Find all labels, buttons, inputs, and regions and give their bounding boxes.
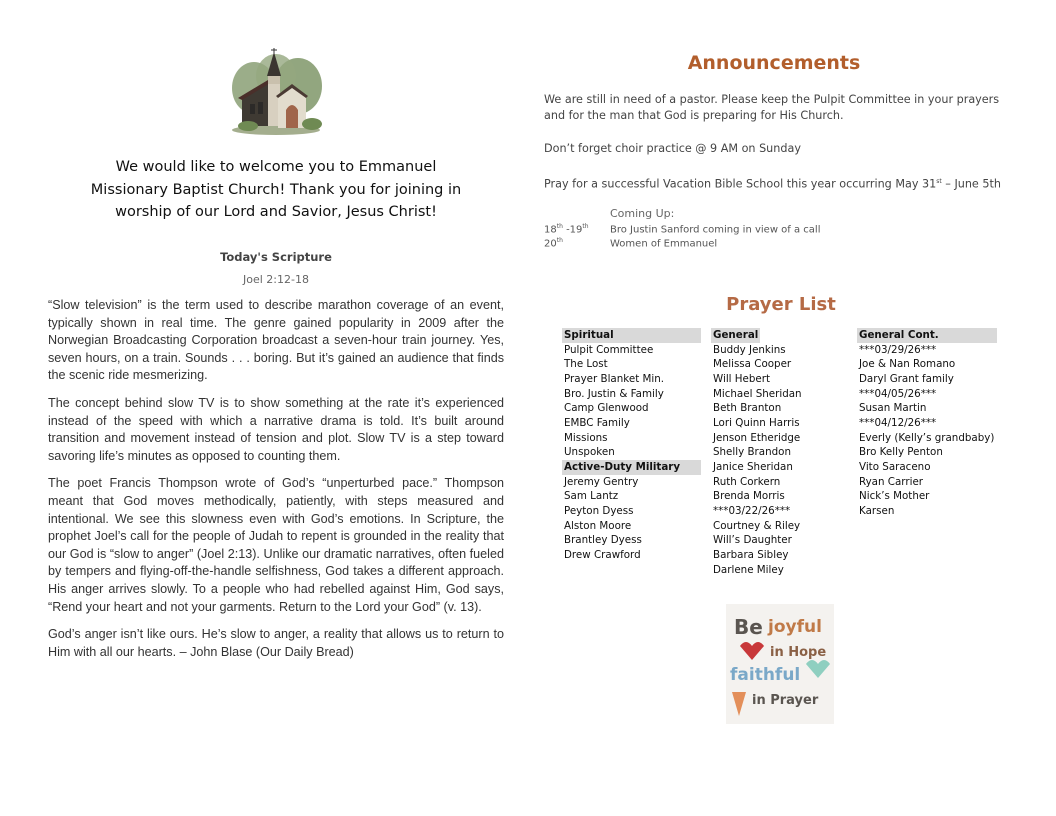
section-header-military: Active-Duty Military bbox=[562, 460, 701, 475]
image-word: faithful bbox=[730, 665, 801, 685]
welcome-line: We would like to welcome you to Emmanuel bbox=[115, 159, 437, 175]
list-item: Drew Crawford bbox=[564, 548, 641, 561]
list-item: Barbara Sibley bbox=[713, 549, 789, 562]
image-word: in Prayer bbox=[752, 693, 819, 708]
list-item: Brantley Dyess bbox=[564, 534, 642, 547]
coming-up-heading: Coming Up: bbox=[610, 207, 675, 220]
announcement-item bbox=[544, 92, 1014, 124]
list-item: Brenda Morris bbox=[713, 490, 785, 503]
coming-up-event bbox=[544, 223, 820, 235]
section-header-general-cont: General Cont. bbox=[857, 328, 997, 343]
section-header-spiritual: Spiritual bbox=[562, 328, 701, 343]
list-item: The Lost bbox=[564, 358, 608, 371]
list-item: Nick’s Mother bbox=[859, 490, 930, 503]
devotional-paragraph: The poet Francis Thompson wrote of God’s “unperturbed pace.” Thompson meant that God moves methodically, patiently, with steps measured and intentional. We see this slowness even with God’s emotions. In Scripture, the prophet Joel’s call for the people of Judah to repent is grounded in the reality that our God is “slow to anger” (Joel 2:13). Unlike our dramatic narratives, often fueled by tempers and flying-off-the-handle selfishness, God takes a different approach. His anger arrives slowly. To a people who had rebelled against Him, God says, “Rend your heart and not your garments. Return to the Lord your God” (v. 13). bbox=[48, 476, 504, 614]
devotional-paragraph: “Slow television” is the term used to describe marathon coverage of an event, typically shown in real time. The genre gained popularity in 2009 after the Norwegian Broadcasting Corporation broadcast a seven-hour train journey. Yes, seven hours, on a train. Sounds . . . boring. But it’s gained an audience that finds the scenic ride mesmerizing. bbox=[48, 298, 504, 383]
list-item: Everly (Kelly’s grandbaby) bbox=[859, 431, 995, 444]
list-item: Lori Quinn Harris bbox=[713, 416, 800, 429]
devotional-paragraph: The concept behind slow TV is to show something at the rate it’s experienced instead of the speed with which a narrative drama is told. It’s built around transition and movement instead of tension and plot. Slow TV is a step toward savoring life’s minutes as opposed to counting them. bbox=[48, 395, 504, 463]
devotional-text bbox=[48, 297, 504, 671]
list-item: Bro. Justin & Family bbox=[564, 387, 664, 400]
list-item: ***04/05/26*** bbox=[859, 387, 937, 400]
church-illustration bbox=[228, 46, 324, 138]
list-item: ***04/12/26*** bbox=[859, 416, 937, 429]
announcement-line-end: – June 5th bbox=[941, 177, 1001, 191]
scripture-reference: Joel 2:12-18 bbox=[243, 273, 309, 286]
list-item: Sam Lantz bbox=[564, 490, 619, 503]
list-item: Will Hebert bbox=[713, 372, 771, 385]
list-item: Buddy Jenkins bbox=[713, 343, 786, 356]
scripture-title: Today's Scripture bbox=[220, 250, 332, 264]
list-item: ***03/29/26*** bbox=[859, 343, 937, 356]
ordinal-suffix: st bbox=[936, 178, 942, 185]
prayer-column-1 bbox=[562, 328, 701, 563]
welcome-message bbox=[48, 156, 504, 224]
list-item: Beth Branton bbox=[713, 402, 782, 415]
list-item: Melissa Cooper bbox=[713, 358, 792, 371]
list-item: Courtney & Riley bbox=[713, 519, 801, 532]
list-item: Camp Glenwood bbox=[564, 402, 649, 415]
list-item: Shelly Brandon bbox=[713, 446, 791, 459]
list-item: Alston Moore bbox=[564, 519, 632, 532]
be-joyful-image bbox=[726, 604, 834, 724]
list-item: Missions bbox=[564, 431, 608, 444]
list-item: Ryan Carrier bbox=[859, 475, 924, 488]
list-item: Janice Sheridan bbox=[713, 461, 793, 473]
event-date: 18th -19th bbox=[544, 223, 589, 236]
list-item: Joe & Nan Romano bbox=[859, 358, 956, 371]
list-item: Peyton Dyess bbox=[564, 504, 634, 517]
list-item: Pulpit Committee bbox=[564, 343, 654, 356]
list-item: Prayer Blanket Min. bbox=[564, 372, 665, 385]
event-date: 20th bbox=[544, 237, 563, 250]
list-item: Michael Sheridan bbox=[713, 387, 802, 400]
list-item: Daryl Grant family bbox=[859, 372, 954, 385]
announcement-line: and for the man that God is preparing for His Church. bbox=[544, 109, 844, 122]
list-item: Will’s Daughter bbox=[713, 534, 792, 547]
welcome-line: Missionary Baptist Church! Thank you for joining in bbox=[90, 181, 462, 198]
list-item: Ruth Corkern bbox=[713, 475, 781, 488]
image-word: joyful bbox=[768, 617, 822, 637]
prayer-column-2 bbox=[711, 328, 851, 578]
prayer-list-heading: Prayer List bbox=[726, 294, 836, 315]
announcements-heading: Announcements bbox=[687, 52, 861, 74]
event-description: Bro Justin Sanford coming in view of a call bbox=[610, 224, 821, 236]
list-item: ***03/22/26*** bbox=[713, 505, 791, 518]
list-item: Jeremy Gentry bbox=[564, 475, 639, 488]
devotional-paragraph: God’s anger isn’t like ours. He’s slow to anger, a reality that allows us to return to Him with all our hearts. – John Blase (Our Daily Bread) bbox=[48, 627, 504, 659]
coming-up-event bbox=[544, 237, 717, 249]
event-description: Women of Emmanuel bbox=[610, 238, 718, 250]
announcement-item bbox=[544, 174, 1014, 193]
announcement-line: Pray for a successful Vacation Bible School this year occurring May 31 bbox=[544, 177, 937, 191]
image-word: in Hope bbox=[770, 645, 827, 660]
list-item: Unspoken bbox=[564, 446, 615, 459]
list-item: EMBC Family bbox=[564, 416, 630, 429]
welcome-line: worship of our Lord and Savior, Jesus Christ! bbox=[115, 204, 437, 220]
list-item: Darlene Miley bbox=[713, 563, 784, 576]
image-word: Be bbox=[734, 615, 763, 639]
announcement-line: Don’t forget choir practice @ 9 AM on Sunday bbox=[544, 142, 801, 155]
announcement-line: We are still in need of a pastor. Please keep the Pulpit Committee in your prayers bbox=[544, 93, 1000, 106]
section-header-general: General bbox=[713, 329, 759, 341]
list-item: Jenson Etheridge bbox=[713, 431, 801, 444]
list-item: Susan Martin bbox=[859, 402, 927, 415]
list-item: Bro Kelly Penton bbox=[859, 446, 943, 459]
announcement-item bbox=[544, 141, 1014, 157]
list-item: Karsen bbox=[859, 505, 895, 518]
prayer-column-3 bbox=[857, 328, 997, 519]
list-item: Vito Saraceno bbox=[859, 461, 931, 473]
